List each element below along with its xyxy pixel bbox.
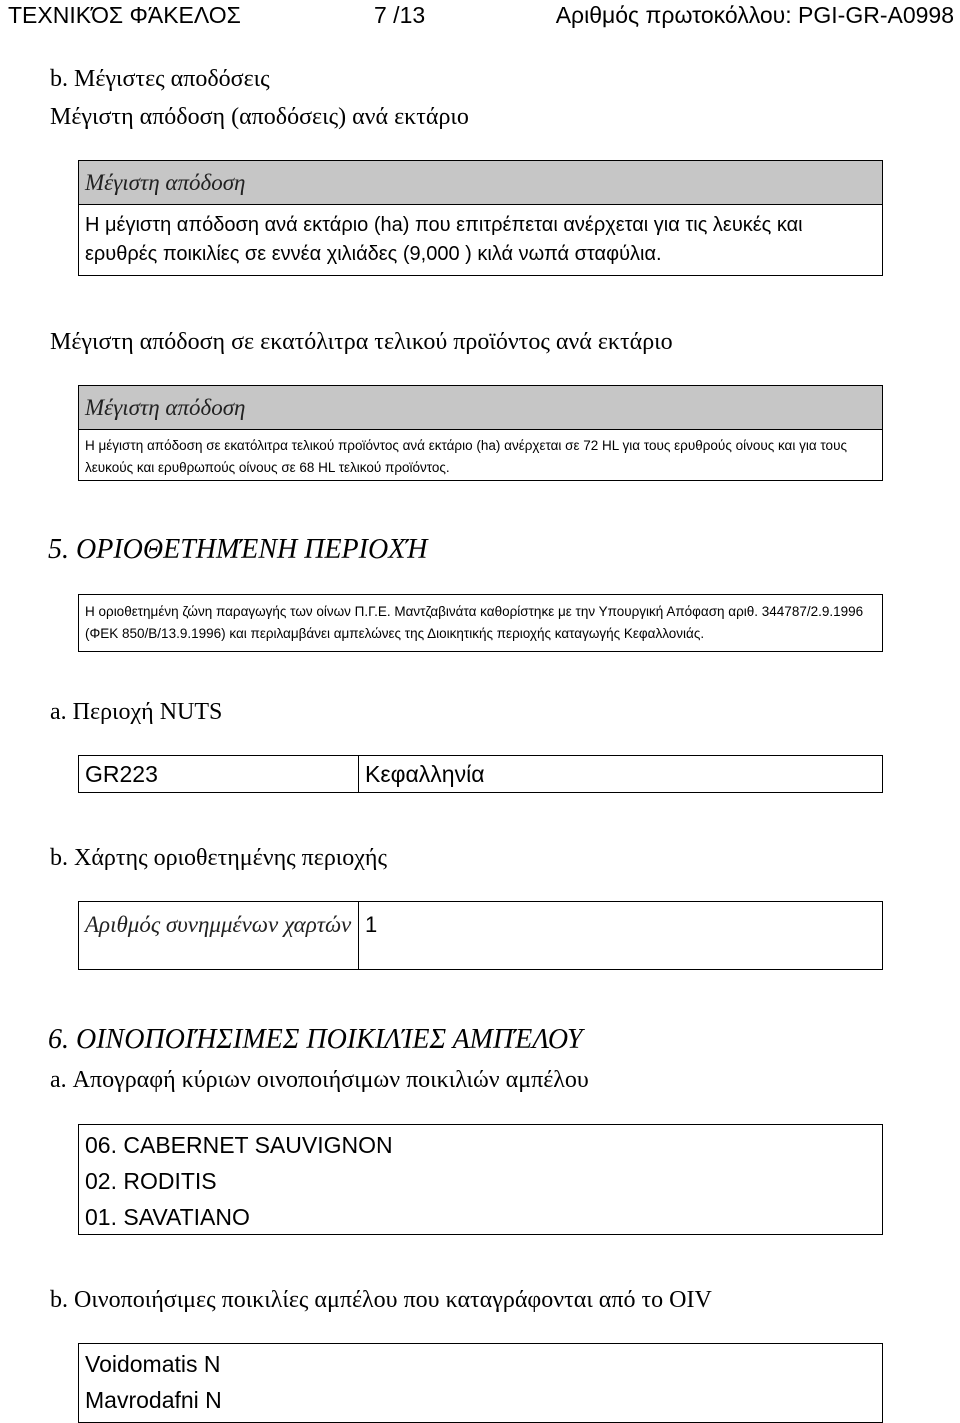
nuts-heading: a. Περιοχή NUTS: [50, 699, 223, 725]
varieties-heading: 6. ΟΙΝΟΠΟΙΉΣΙΜΕΣ ΠΟΙΚΙΛΊΕΣ ΑΜΠΈΛΟΥ: [48, 1024, 583, 1055]
oiv-variety-item: Mavrodafni N: [85, 1387, 222, 1413]
oiv-varieties-box: [78, 1343, 883, 1423]
map-count: 1: [365, 912, 378, 937]
max-yield-label: Μέγιστη απόδοση: [79, 161, 882, 205]
max-yield-text: Η μέγιστη απόδοση ανά εκτάριο (ha) που επιτρέπεται ανέρχεται για τις λευκές και ερυθρές ποικιλίες σε εννέα χιλιάδες (9,000 ) κιλά νωπά σταφύλια.: [85, 214, 803, 265]
map-table: [78, 901, 883, 970]
max-yield-box: [78, 160, 883, 276]
main-varieties-box: [78, 1124, 883, 1235]
oiv-varieties-heading: b. Οινοποιήσιμες ποικιλίες αμπέλου που καταγράφονται από το OIV: [50, 1287, 712, 1313]
yields-subheading: Μέγιστη απόδοση (αποδόσεις) ανά εκτάριο: [50, 104, 469, 130]
main-varieties-heading: a. Απογραφή κύριων οινοποιήσιμων ποικιλιών αμπέλου: [50, 1067, 589, 1093]
map-count-cell: [359, 902, 882, 969]
area-heading: 5. ΟΡΙΟΘΕΤΗΜΈΝΗ ΠΕΡΙΟΧΉ: [48, 534, 428, 565]
map-heading: b. Χάρτης οριοθετημένης περιοχής: [50, 845, 387, 871]
nuts-code-cell: [79, 756, 359, 792]
variety-item: 06. CABERNET SAUVIGNON: [85, 1132, 393, 1158]
oiv-variety-item: Voidomatis N: [85, 1351, 221, 1377]
variety-item: 01. SAVATIANO: [85, 1204, 250, 1230]
hl-yield-label: Μέγιστη απόδοση: [79, 386, 882, 430]
nuts-table: [78, 755, 883, 793]
nuts-name-cell: [359, 756, 882, 792]
page-number: 7 /13: [374, 2, 426, 28]
map-label-cell: [79, 902, 359, 969]
variety-item: 02. RODITIS: [85, 1168, 217, 1194]
document-title: ΤΕΧΝΙΚΌΣ ΦΆΚΕΛΟΣ: [8, 2, 241, 28]
area-text: Η οριοθετημένη ζώνη παραγωγής των οίνων Π.Γ.Ε. Μαντζαβινάτα καθορίστηκε με την Υπουργική Απόφαση αριθ. 344787/2.9.1996 (ΦΕΚ 850/Β/13.9.1996) και περιλαμβάνει αμπελώνες της Διοικητικής περιοχής καταγωγής Κεφαλλονιάς.: [85, 604, 864, 641]
nuts-code: GR223: [85, 761, 158, 787]
nuts-name: Κεφαλληνία: [365, 761, 485, 787]
area-box: [78, 594, 883, 652]
yields-heading: b. Μέγιστες αποδόσεις: [50, 66, 270, 92]
hl-yield-box: [78, 385, 883, 481]
map-label: Αριθμός συνημμένων χαρτών: [85, 912, 352, 937]
hl-yield-heading: Μέγιστη απόδοση σε εκατόλιτρα τελικού προϊόντος ανά εκτάριο: [50, 329, 673, 355]
protocol-number: Αριθμός πρωτοκόλλου: PGI-GR-A0998: [555, 2, 954, 28]
hl-yield-text: Η μέγιστη απόδοση σε εκατόλιτρα τελικού προϊόντος ανά εκτάριο (ha) ανέρχεται σε 72 HL για τους ερυθρούς οίνους και για τους λευκούς και ερυθρωπούς οίνους σε 68 HL τελικού προϊόντος.: [85, 438, 847, 475]
